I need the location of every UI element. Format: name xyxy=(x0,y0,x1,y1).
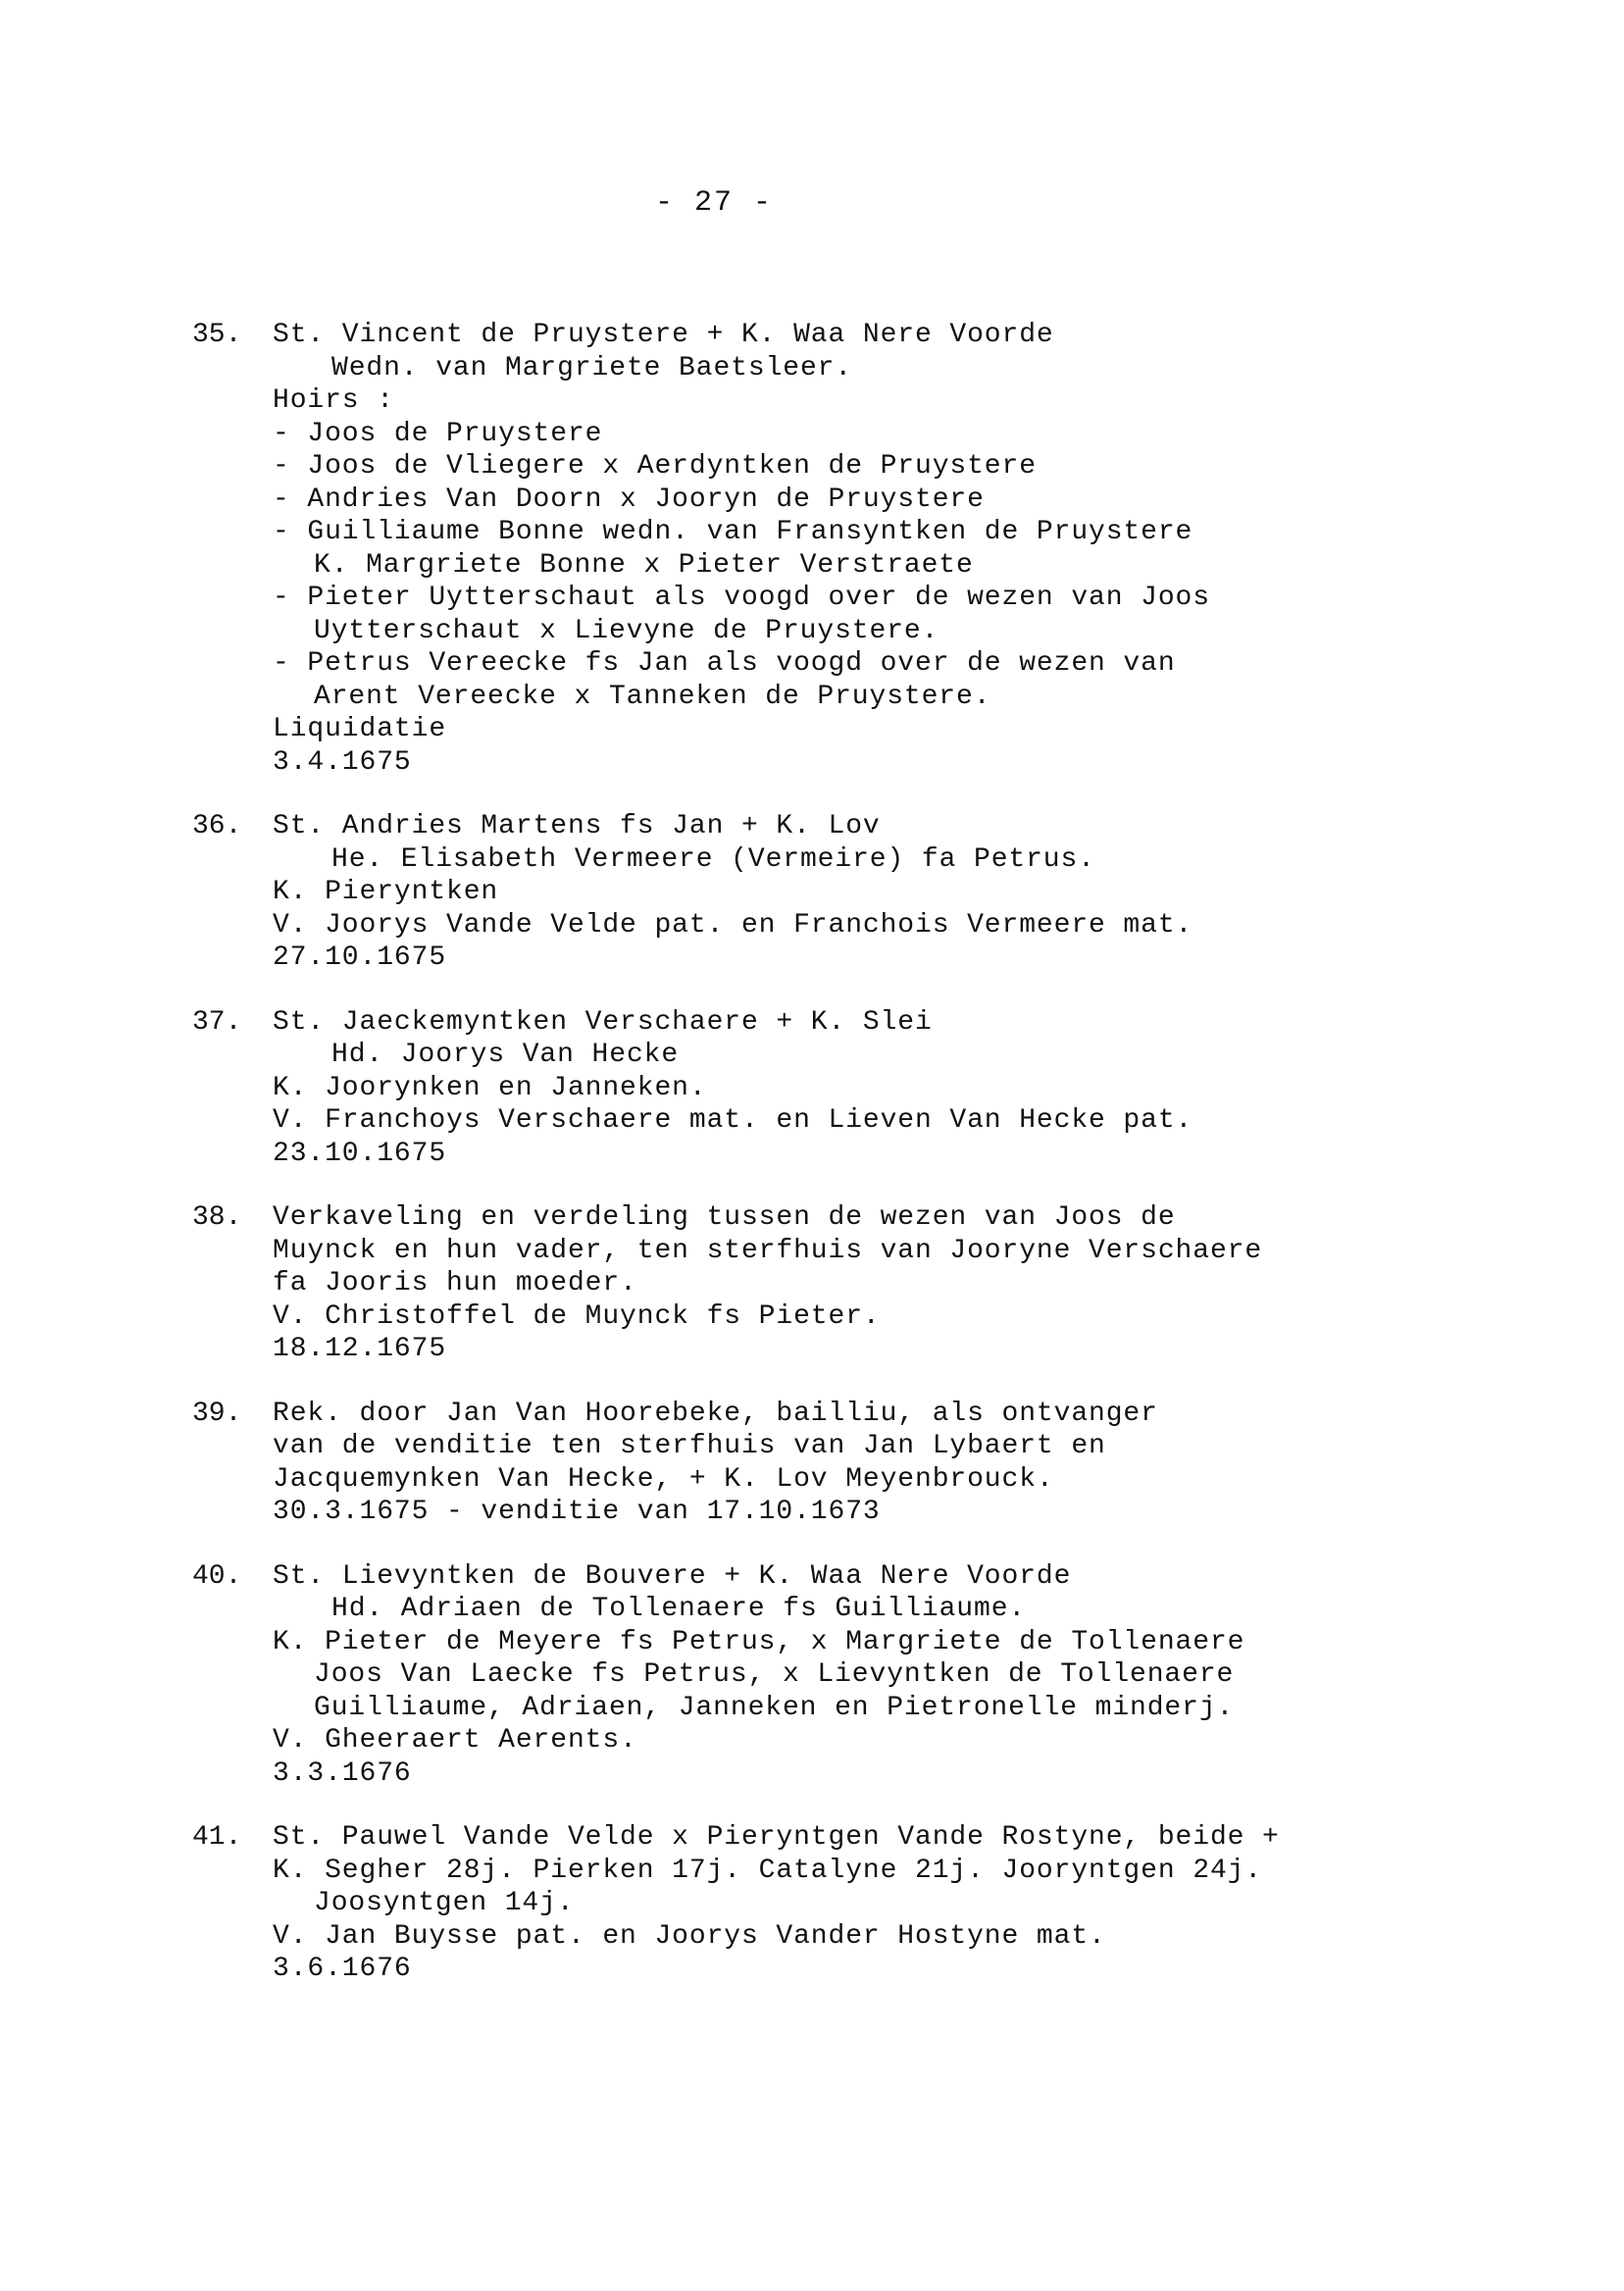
entry-line: van de venditie ten sterfhuis van Jan Lybaert en xyxy=(273,1431,1106,1461)
entry-line: Arent Vereecke x Tanneken de Pruystere. xyxy=(314,681,991,712)
entry-date: 3.6.1676 xyxy=(273,1954,412,1984)
entry-line: Hoirs : xyxy=(273,385,394,416)
entry-line: Liquidatie xyxy=(273,714,447,744)
entry-line: Jacquemynken Van Hecke, + K. Lov Meyenbrouck. xyxy=(273,1463,1054,1495)
entry-date: 3.3.1676 xyxy=(273,1757,412,1789)
entry-body xyxy=(273,319,1467,779)
entry-36 xyxy=(192,810,1467,975)
entry-date: 23.10.1675 xyxy=(273,1138,447,1169)
entry-date: 18.12.1675 xyxy=(273,1334,447,1364)
entry-body xyxy=(273,1560,1467,1791)
entry-line: K. Pieter de Meyere fs Petrus, x Margriete de Tollenaere xyxy=(273,1626,1245,1657)
entry-line: - Petrus Vereecke fs Jan als voogd over de wezen van xyxy=(273,648,1176,679)
entry-date: 3.4.1675 xyxy=(273,746,412,778)
entry-line: Muynck en hun vader, ten sterfhuis van Jooryne Verschaere xyxy=(273,1235,1263,1266)
entry-line: Wedn. van Margriete Baetsleer. xyxy=(331,352,853,383)
entry-number: 36. xyxy=(192,811,242,841)
entry-line: - Pieter Uytterschaut als voogd over de wezen van Joos xyxy=(273,583,1210,613)
entry-line: V. Franchoys Verschaere mat. en Lieven Van Hecke pat. xyxy=(273,1105,1193,1136)
entry-number: 37. xyxy=(192,1006,242,1038)
entry-38 xyxy=(192,1201,1467,1366)
entry-body xyxy=(273,810,1467,975)
entry-line: Verkaveling en verdeling tussen de wezen van Joos de xyxy=(273,1202,1176,1233)
entry-line: Guilliaume, Adriaen, Janneken en Pietronelle minderj. xyxy=(314,1692,1235,1723)
entry-line: K. Joorynken en Janneken. xyxy=(273,1072,707,1103)
entry-41 xyxy=(192,1821,1467,1986)
entry-line: - Joos de Pruystere xyxy=(273,418,603,449)
entry-line: St. Andries Martens fs Jan + K. Lov xyxy=(273,811,881,841)
entry-line: K. Pieryntken xyxy=(273,877,499,907)
entry-number: 35. xyxy=(192,320,242,350)
entry-line: Joos Van Laecke fs Petrus, x Lievyntken de Tollenaere xyxy=(314,1659,1235,1690)
entry-body xyxy=(273,1006,1467,1171)
entry-line: Hd. Adriaen de Tollenaere fs Guilliaume. xyxy=(331,1594,1027,1624)
entry-line: St. Vincent de Pruystere + K. Waa Nere Voorde xyxy=(273,320,1054,350)
entry-date: 30.3.1675 - venditie van 17.10.1673 xyxy=(273,1497,881,1527)
entry-line: Rek. door Jan Van Hoorebeke, bailliu, als ontvanger xyxy=(273,1398,1158,1429)
entry-35 xyxy=(192,319,1467,779)
entry-line: St. Jaeckemyntken Verschaere + K. Slei xyxy=(273,1006,933,1038)
entry-line: St. Lievyntken de Bouvere + K. Waa Nere Voorde xyxy=(273,1560,1072,1592)
entry-date: 27.10.1675 xyxy=(273,942,447,973)
entry-line: K. Margriete Bonne x Pieter Verstraete xyxy=(314,549,974,581)
entry-number: 38. xyxy=(192,1202,242,1233)
entry-body xyxy=(273,1821,1467,1986)
entry-number: 41. xyxy=(192,1822,242,1853)
entry-number: 40. xyxy=(192,1560,242,1592)
entry-line: V. Christoffel de Muynck fs Pieter. xyxy=(273,1300,881,1332)
entry-line: - Andries Van Doorn x Jooryn de Pruystere xyxy=(273,484,985,515)
entry-line: Joosyntgen 14j. xyxy=(314,1888,575,1918)
entries-list xyxy=(192,319,1467,2017)
entry-39 xyxy=(192,1398,1467,1529)
entry-line: V. Gheeraert Aerents. xyxy=(273,1725,637,1756)
entry-37 xyxy=(192,1006,1467,1171)
entry-line: Uytterschaut x Lievyne de Pruystere. xyxy=(314,615,939,646)
entry-number: 39. xyxy=(192,1398,242,1429)
entry-line: V. Joorys Vande Velde pat. en Franchois Vermeere mat. xyxy=(273,909,1193,941)
entry-body xyxy=(273,1201,1467,1366)
entry-line: Hd. Joorys Van Hecke xyxy=(331,1040,680,1070)
entry-body xyxy=(273,1398,1467,1529)
entry-line: He. Elisabeth Vermeere (Vermeire) fa Petrus. xyxy=(331,843,1095,875)
page-number: - 27 - xyxy=(654,186,774,220)
entry-line: fa Jooris hun moeder. xyxy=(273,1268,637,1298)
entry-line: - Guilliaume Bonne wedn. van Fransyntken de Pruystere xyxy=(273,517,1193,547)
entry-line: V. Jan Buysse pat. en Joorys Vander Hostyne mat. xyxy=(273,1920,1106,1952)
entry-40 xyxy=(192,1560,1467,1791)
entry-line: St. Pauwel Vande Velde x Pieryntgen Vande Rostyne, beide + xyxy=(273,1822,1280,1853)
entry-line: - Joos de Vliegere x Aerdyntken de Pruystere xyxy=(273,451,1037,482)
entry-line: K. Segher 28j. Pierken 17j. Catalyne 21j. Jooryntgen 24j. xyxy=(273,1855,1263,1886)
